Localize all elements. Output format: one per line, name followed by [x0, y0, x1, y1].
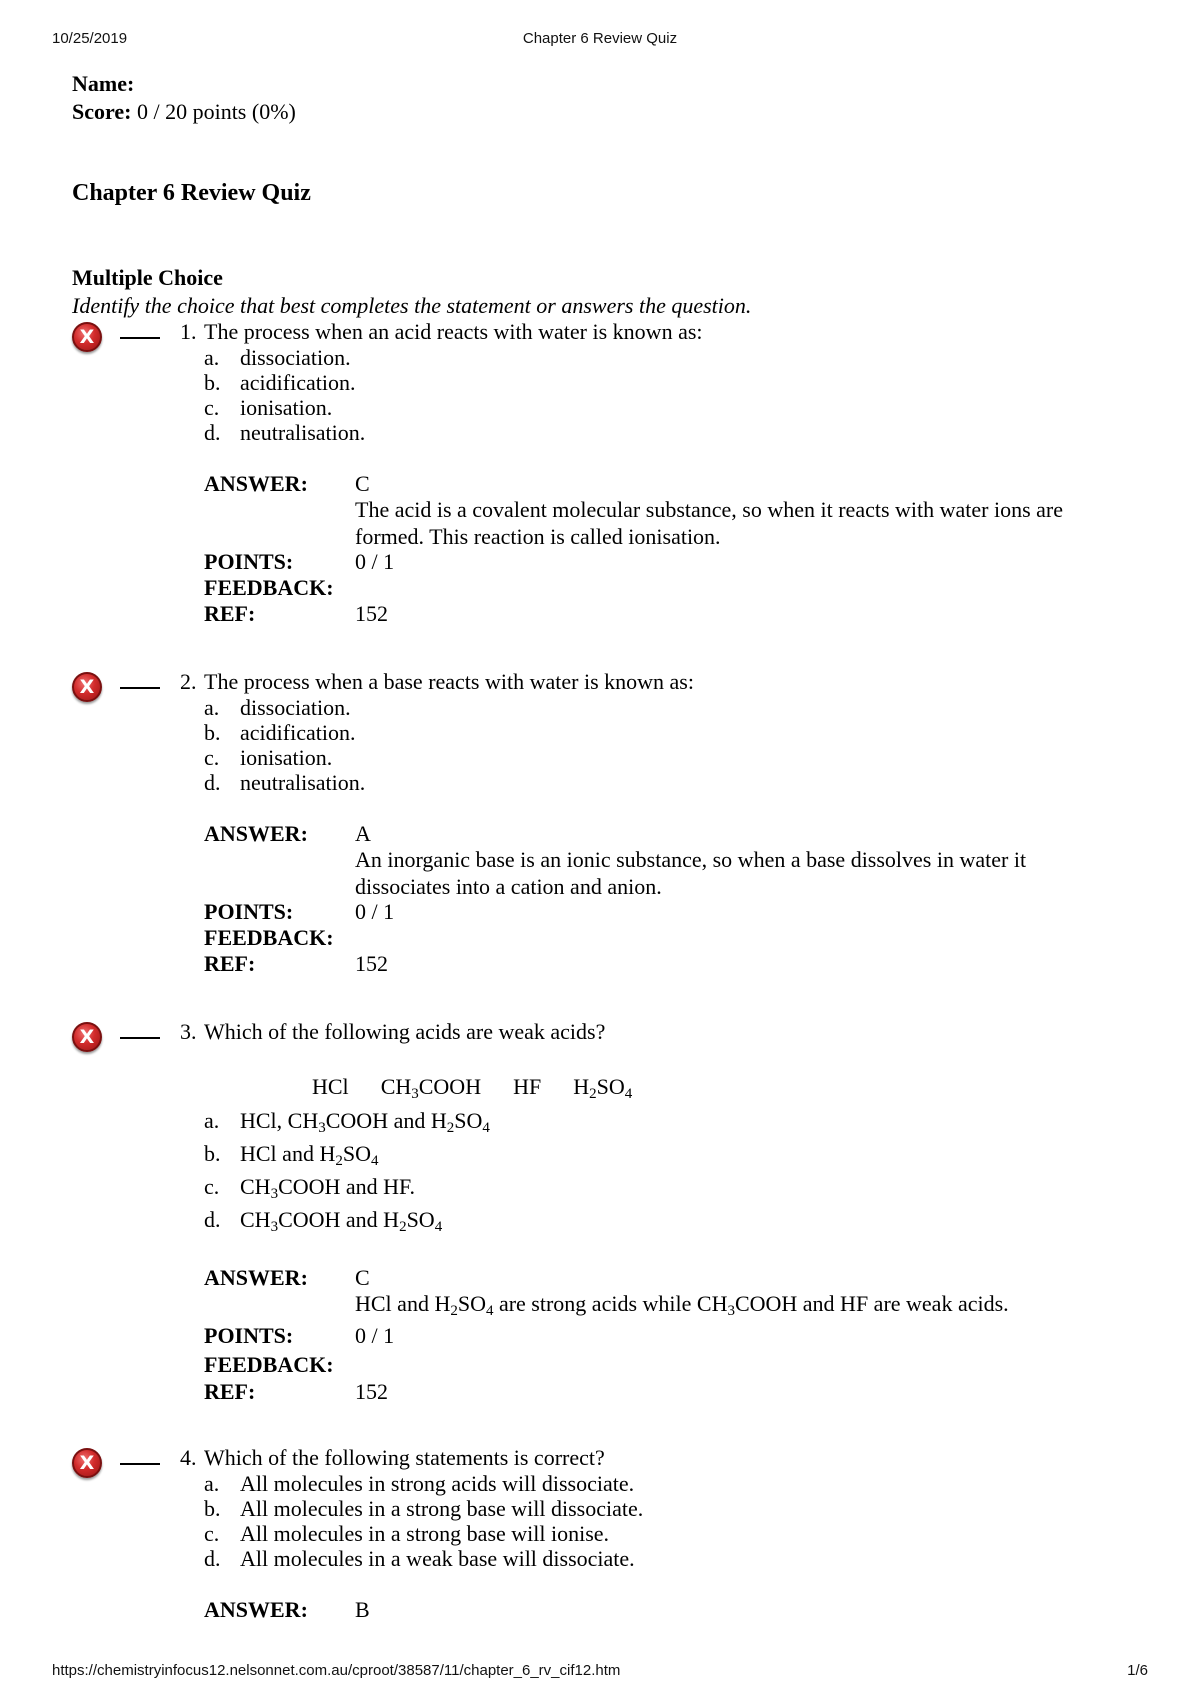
ref-value: 152 [355, 951, 388, 976]
question-text: Which of the following acids are weak acids? [204, 1019, 606, 1044]
section-title: Multiple Choice [72, 265, 223, 290]
acid-formulas [312, 1073, 664, 1100]
question-text: Which of the following statements is correct? [204, 1445, 605, 1470]
answer-label: ANSWER: [204, 1597, 308, 1622]
ref-value: 152 [355, 601, 388, 626]
formula-ch3cooh: $CH_3COOH$ [380, 1074, 482, 1102]
print-title: Chapter 6 Review Quiz [522, 30, 678, 47]
answer-value: A [355, 821, 371, 846]
question-number: 4. [180, 1445, 197, 1470]
points-value: 0 / 1 [355, 549, 395, 574]
feedback-label: FEEDBACK: [204, 575, 334, 600]
incorrect-x-icon: X [72, 322, 102, 352]
points-label: POINTS: [204, 549, 294, 574]
print-date: 10/25/2019 [52, 30, 128, 47]
name-label: Name: [72, 71, 135, 96]
answer-explanation: An inorganic base is an ionic substance, so when a base dissolves in water it dissociates into a cation and anion. [355, 847, 1027, 899]
answer-value: C [355, 471, 370, 496]
question-text: The process when an acid reacts with water is known as: [204, 319, 703, 344]
answer-label: ANSWER: [204, 821, 308, 846]
incorrect-x-icon: X [72, 672, 102, 702]
answer-blank [120, 1463, 160, 1465]
formula-h2so4: $H_2SO_4$ [573, 1074, 633, 1102]
question-text: The process when a base reacts with water is known as: [204, 669, 694, 694]
points-label: POINTS: [204, 899, 294, 924]
score-value: 0 / 20 points (0%) [136, 99, 296, 124]
points-value: 0 / 1 [355, 1323, 395, 1348]
answer-value: B [355, 1597, 370, 1622]
page-url: https://chemistryinfocus12.nelsonnet.com.au/cproot/38587/11/chapter_6_rv_cif12.htm [52, 1662, 621, 1679]
ref-value: 152 [355, 1379, 388, 1404]
question-number: 3. [180, 1019, 197, 1044]
ref-label: REF: [204, 601, 256, 626]
answer-value: C [355, 1265, 370, 1290]
answer-blank [120, 337, 160, 339]
answer-blank [120, 1037, 160, 1039]
points-value: 0 / 1 [355, 899, 395, 924]
ref-label: REF: [204, 951, 256, 976]
section-instructions: Identify the choice that best completes the statement or answers the question. [72, 293, 752, 318]
answer-label: ANSWER: [204, 471, 308, 496]
formula-hf: HF [513, 1074, 542, 1099]
incorrect-x-icon: X [72, 1448, 102, 1478]
answer-label: ANSWER: [204, 1265, 308, 1290]
student-info [72, 70, 296, 126]
answer-explanation: The acid is a covalent molecular substance, so when it reacts with water ions are formed. This reaction is called ionisation. [355, 497, 1064, 549]
ref-label: REF: [204, 1379, 256, 1404]
answer-explanation: HCl and $H_2SO_4$ are strong acids while $CH_3COOH$ and HF are weak acids. [355, 1291, 1009, 1319]
points-label: POINTS: [204, 1323, 294, 1348]
incorrect-x-icon: X [72, 1022, 102, 1052]
question-number: 2. [180, 669, 197, 694]
quiz-title: Chapter 6 Review Quiz [72, 180, 311, 206]
score-label: Score: [72, 99, 132, 124]
feedback-label: FEEDBACK: [204, 1352, 334, 1377]
answer-blank [120, 687, 160, 689]
formula-hcl: HCl [312, 1074, 349, 1099]
feedback-label: FEEDBACK: [204, 925, 334, 950]
page-number: 1/6 [1127, 1662, 1148, 1679]
section-header [72, 264, 751, 320]
question-number: 1. [180, 319, 197, 344]
